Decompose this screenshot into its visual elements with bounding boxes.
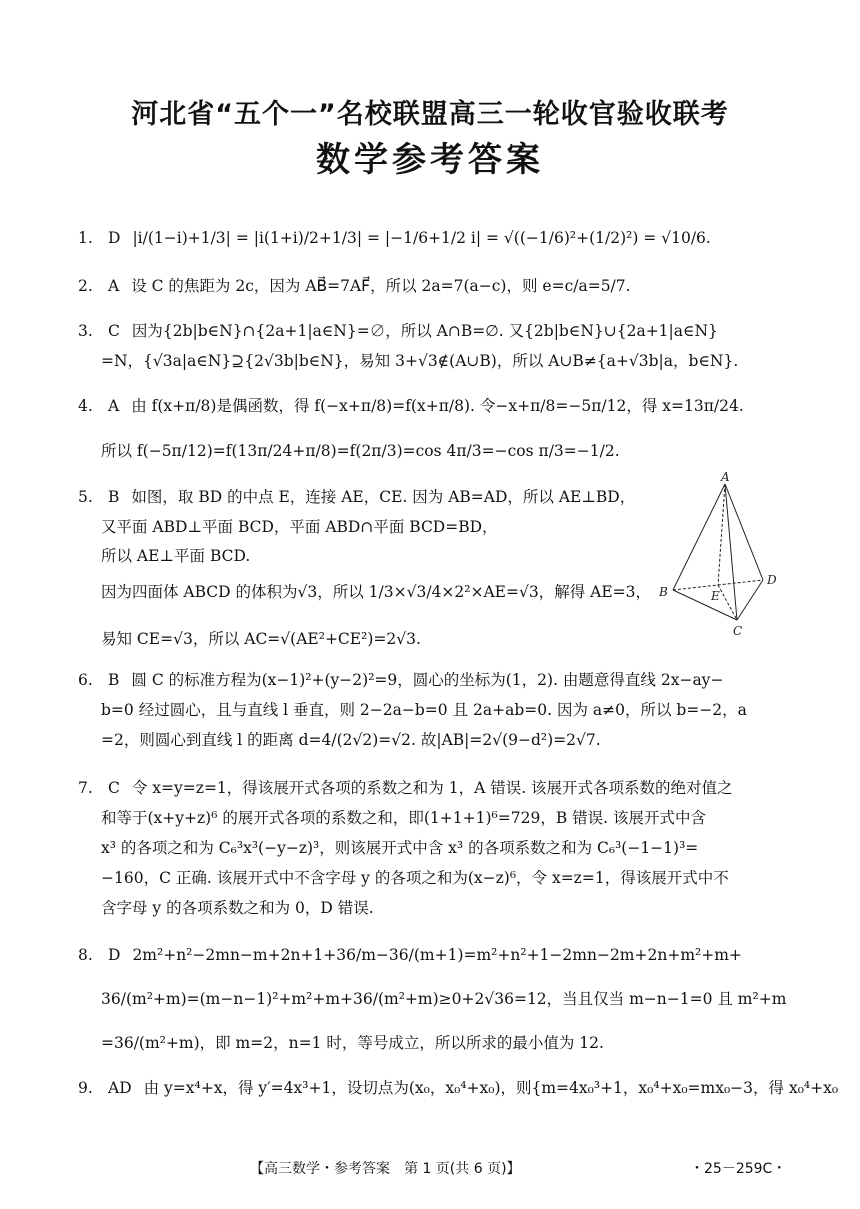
- footer-page-info: 【高三数学・参考答案 第 1 页(共 6 页)】: [250, 1161, 521, 1177]
- question-number: 6.: [78, 671, 93, 689]
- solution-text: =2，则圆心到直线 l 的距离 d=4/(2√2)=√2. 故|AB|=2√(9−d²)=2√7.: [101, 731, 601, 749]
- answer-line: [101, 1033, 604, 1053]
- label-e: E: [711, 589, 720, 603]
- answer-line: [78, 276, 631, 296]
- exam-title: 河北省“五个一”名校联盟高三一轮收官验收联考: [131, 99, 729, 130]
- solution-text: 因为四面体 ABCD 的体积为√3，所以 1/3×√3/4×2²×AE=√3，解得 AE=3，: [101, 583, 652, 601]
- solution-text: 设 C 的焦距为 2c，因为 AB⃗=7AF⃗，所以 2a=7(a−c)，则 e=c/a=5/7.: [131, 277, 631, 295]
- answer-line: [101, 517, 498, 537]
- solution-text: b=0 经过圆心，且与直线 l 垂直，则 2−2a−b=0 且 2a+ab=0. 因为 a≠0，所以 b=−2，a: [101, 701, 747, 719]
- solution-text: 又平面 ABD⊥平面 BCD，平面 ABD∩平面 BCD=BD，: [101, 518, 498, 536]
- answer-line: [78, 396, 744, 416]
- solution-text: 圆 C 的标准方程为(x−1)²+(y−2)²=9，圆心的坐标为(1，2). 由题意得直线 2x−ay−: [131, 671, 724, 689]
- solution-text: |i/(1−i)+1/3| = |i(1+i)/2+1/3| = |−1/6+1/2 i| = √((−1/6)²+(1/2)²) = √10/6.: [132, 229, 711, 247]
- label-a: A: [721, 472, 730, 484]
- question-number: 4.: [78, 397, 93, 415]
- answer-choice: C: [108, 322, 120, 340]
- answer-line: [101, 898, 374, 918]
- question-number: 3.: [78, 322, 93, 340]
- edge-bc: [673, 590, 737, 620]
- solution-text: 由 f(x+π/8)是偶函数，得 f(−x+π/8)=f(x+π/8). 令−x+π/8=−5π/12，得 x=13π/24.: [131, 397, 744, 415]
- answer-line: [101, 730, 601, 750]
- answer-line: [101, 351, 738, 371]
- answer-choice: A: [108, 277, 120, 295]
- answer-line: [101, 808, 706, 828]
- solution-text: 所以 f(−5π/12)=f(13π/24+π/8)=f(2π/3)=cos 4π/3=−cos π/3=−1/2.: [101, 442, 620, 460]
- answer-line: [78, 670, 723, 690]
- answer-choice: B: [108, 671, 120, 689]
- label-c: C: [733, 624, 743, 638]
- answer-choice: D: [108, 229, 121, 247]
- solution-text: =N，{√3a|a∈N}⊇{2√3b|b∈N}，易知 3+√3∉(A∪B)，所以 A∪B≠{a+√3b|a，b∈N}.: [101, 352, 739, 370]
- edge-ab: [673, 484, 725, 590]
- edge-ac: [725, 484, 737, 620]
- label-d: D: [767, 573, 777, 587]
- answer-line: [78, 1078, 838, 1098]
- solution-text: −160，C 正确. 该展开式中不含字母 y 的各项之和为(x−z)⁶，令 x=z=1，得该展开式中不: [101, 869, 729, 887]
- answer-choice: C: [108, 779, 120, 797]
- edge-ad: [725, 484, 763, 580]
- label-b: B: [659, 585, 668, 599]
- answer-choice: D: [108, 946, 121, 964]
- question-number: 7.: [78, 779, 93, 797]
- answer-choice: AD: [108, 1079, 132, 1097]
- answer-line: [78, 945, 742, 965]
- answer-choice: A: [108, 397, 120, 415]
- question-number: 2.: [78, 277, 93, 295]
- answer-line: [101, 989, 786, 1009]
- answer-choice: B: [108, 488, 120, 506]
- tetrahedron-figure: [655, 472, 785, 642]
- solution-text: 因为{2b|b∈N}∩{2a+1|a∈N}=∅，所以 A∩B=∅. 又{2b|b∈N}∪{2a+1|a∈N}: [131, 322, 718, 340]
- solution-text: 令 x=y=z=1，得该展开式各项的系数之和为 1，A 错误. 该展开式各项系数的绝对值之: [131, 779, 733, 797]
- answer-line: [78, 321, 718, 341]
- solution-text: =36/(m²+m)，即 m=2，n=1 时，等号成立，所以所求的最小值为 12.: [101, 1034, 604, 1052]
- footer-code: ・25－259C・: [690, 1161, 787, 1177]
- answer-line: [101, 441, 620, 461]
- answer-line: [78, 228, 711, 248]
- answer-line: [101, 700, 747, 720]
- solution-text: 和等于(x+y+z)⁶ 的展开式各项的系数之和，即(1+1+1)⁶=729，B 错误. 该展开式中含: [101, 809, 706, 827]
- solution-text: 如图，取 BD 的中点 E，连接 AE，CE. 因为 AB=AD，所以 AE⊥BD，: [131, 488, 636, 506]
- answer-line: [78, 778, 733, 798]
- solution-text: 所以 AE⊥平面 BCD.: [101, 547, 251, 565]
- segment-ae: [718, 484, 725, 585]
- answer-line: [101, 546, 250, 566]
- edge-dc: [737, 580, 763, 620]
- answer-line: [101, 868, 729, 888]
- solution-text: 36/(m²+m)=(m−n−1)²+m²+m+36/(m²+m)≥0+2√36=12，当且仅当 m−n−1=0 且 m²+m: [101, 990, 787, 1008]
- solution-text: 由 y=x⁴+x，得 y′=4x³+1，设切点为(x₀，x₀⁴+x₀)，则{m=4x₀³+1，x₀⁴+x₀=mx₀−3，得 x₀⁴+x₀: [143, 1079, 839, 1097]
- answer-line: [101, 629, 421, 649]
- answer-line: [78, 487, 635, 507]
- question-number: 9.: [78, 1079, 93, 1097]
- answer-key-title: 数学参考答案: [316, 140, 544, 180]
- answer-line: [101, 838, 698, 858]
- question-number: 5.: [78, 488, 93, 506]
- question-number: 8.: [78, 946, 93, 964]
- solution-text: x³ 的各项之和为 C₆³x³(−y−z)³，则该展开式中含 x³ 的各项系数之和为 C₆³(−1−1)³=: [101, 839, 699, 857]
- question-number: 1.: [78, 229, 93, 247]
- solution-text: 易知 CE=√3，所以 AC=√(AE²+CE²)=2√3.: [101, 630, 421, 648]
- answer-line: [101, 582, 651, 602]
- solution-text: 含字母 y 的各项系数之和为 0，D 错误.: [101, 899, 374, 917]
- solution-text: 2m²+n²−2mn−m+2n+1+36/m−36/(m+1)=m²+n²+1−2mn−2m+2n+m²+m+: [132, 946, 742, 964]
